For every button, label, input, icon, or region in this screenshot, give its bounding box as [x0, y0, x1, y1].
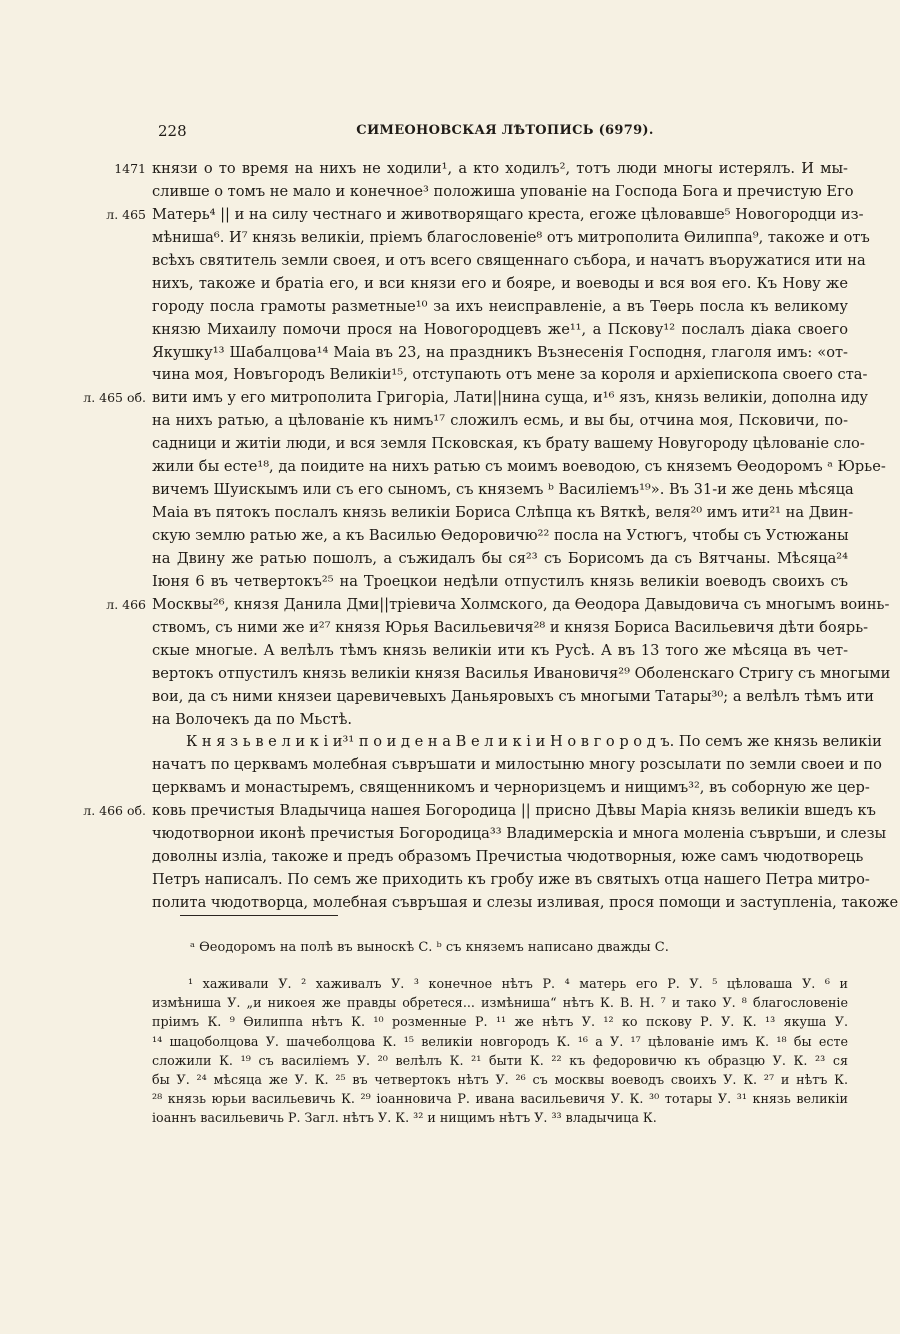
footnote-line — [152, 993, 848, 1012]
text-line-content: мѣниша⁶. И⁷ князь великіи, пріемъ благословеніе⁸ отъ митрополита Ѳилиппа⁹, такоже и отъ — [152, 228, 870, 246]
running-title: СИМЕОНОВСКАЯ ЛѢТОПИСЬ (6979). — [356, 123, 654, 138]
text-line-content: ствомъ, съ ними же и²⁷ князя Юрья Васильевичя²⁸ и князя Бориса Васильевичя дѣти боярь- — [152, 618, 869, 636]
footnote-line — [152, 1089, 848, 1108]
text-line-content: полита чюдотворца, молебная съвръшая и слезы изливая, прося помощи и заступленіа, такоже — [152, 894, 899, 911]
numbered-footnotes — [152, 974, 848, 1128]
text-line — [152, 410, 848, 433]
text-line-content: вичемъ Шуискымъ или съ его сыномъ, съ княземъ ᵇ Василіемъ¹⁹». Въ 31-и же день мѣсяца — [152, 481, 854, 499]
text-line-content: начатъ по церквамъ молебная съвръшати и милостыню многу розсылати по земли своеи и по — [152, 756, 882, 774]
text-line — [152, 502, 854, 525]
text-line — [152, 846, 864, 869]
text-line — [152, 525, 848, 548]
text-line — [83, 387, 868, 410]
text-line-content: вои, да съ ними князеи царевичевыхъ Даньяровыхъ съ многыми Татары³⁰; а велѣлъ тѣмъ ити — [152, 687, 874, 705]
text-line — [152, 731, 882, 754]
text-line-content: Матерь⁴ || и на силу честнаго и животворящаго креста, егоже цѣловавше⁵ Новогородци из- — [152, 205, 864, 223]
text-line — [152, 456, 886, 479]
text-line-content: Іюня 6 въ четвертокъ²⁵ на Троецкои недѣли отпустилъ князь великіи воеводъ своихъ съ — [152, 572, 848, 590]
text-line-content: садници и житіи люди, и вся земля Псковская, къ брату вашему Новугороду цѣлованіе сло- — [152, 435, 865, 453]
text-line-content: вити имъ у его митрополита Григоріа, Лати||нина суща, и¹⁶ язъ, князь великіи, дополна иду — [152, 389, 868, 407]
text-line-content: на нихъ ратью, а цѣлованіе къ нимъ¹⁷ сложилъ есмь, и вы бы, отчина моя, Псковичи, по- — [152, 412, 848, 430]
text-line — [152, 273, 848, 296]
footnote-line-content: ²⁸ князь юрьи васильевичь К. ²⁹ іоанновича Р. ивана васильевичя У. К. ³⁰ тотары У. ³¹ князь великіи — [152, 1091, 848, 1107]
footnote-line-content: ¹ хаживали У. ² хаживалъ У. ³ конечное нѣтъ Р. ⁴ матерь его Р. У. ⁵ цѣловаша У. ⁶ и — [188, 976, 848, 991]
text-line-content: жили бы есте¹⁸, да поидите на нихъ ратью съ моимъ воеводою, съ княземъ Ѳеодоромъ ᵃ Юрье- — [152, 458, 886, 476]
page-header — [158, 122, 852, 142]
letter-footnotes: ᵃ Ѳеодоромъ на полѣ въ выноскѣ С. ᵇ съ княземъ написано дважды С. — [190, 940, 669, 955]
footnote-line-content: ¹⁴ шацоболцова У. шачеболцова К. ¹⁵ великіи новгородъ К. ¹⁶ а У. ¹⁷ цѣлованіе имъ К. ¹⁸ бы есте — [152, 1033, 848, 1049]
text-line — [152, 548, 848, 571]
text-line — [152, 227, 870, 250]
text-line — [152, 342, 848, 365]
text-line-content: скую землю ратью же, а къ Василью Ѳедоровичю²² посла на Устюгъ, чтобы съ Устюжаны — [152, 527, 849, 544]
text-line-content: Маіа въ пятокъ послалъ князь великіи Бориса Слѣпца къ Вяткѣ, веля²⁰ имъ ити²¹ на Двин- — [152, 504, 854, 522]
text-line — [152, 823, 887, 846]
text-line — [152, 296, 848, 319]
text-line-content: слившe о томъ не мало и конечное³ положиша упованіе на Господа Бога и пречистую Его — [152, 182, 854, 200]
text-line-content: Москвы²⁶, князя Данила Дми||тріевича Холмского, да Ѳеодора Давыдовича съ многымъ воинь- — [152, 595, 890, 613]
footnote-line — [152, 1012, 848, 1031]
text-line — [114, 158, 848, 181]
text-line — [152, 571, 848, 594]
text-line-content: церквамъ и монастыремъ, священникомъ и черноризцемъ и нищимъ³², въ соборную же цер- — [152, 779, 870, 797]
text-line-content: скые многые. А велѣлъ тѣмъ князь великіи ити къ Русѣ. А въ 13 того же мѣсяца въ чет- — [152, 641, 848, 659]
margin-note: л. 465 об. — [83, 390, 146, 406]
footnote-line-content: пріимъ К. ⁹ Ѳилиппа нѣтъ К. ¹⁰ розменные Р. ¹¹ же нѣтъ У. ¹² ко пскову Р. У. К. ¹³ якуша У. — [152, 1014, 848, 1030]
text-line — [152, 892, 899, 915]
margin-note: л. 465 — [106, 206, 146, 222]
text-line — [152, 777, 870, 800]
text-line-content: ковь пречистыя Владычица нашея Богородица || присно Дѣвы Маріа князь великіи вшедъ къ — [152, 802, 876, 820]
text-line-content: Якушку¹³ Шабалцова¹⁴ Маіа въ 23, на праздникъ Възнесенія Господня, глаголя имъ: «от- — [152, 343, 848, 361]
text-line — [152, 250, 866, 273]
text-line-content: городу посла грамоты разметные¹⁰ за ихъ неисправленіе, а въ Тѳерь посла къ великому — [152, 297, 848, 315]
text-line-content: нихъ, такоже и братіа его, и вси князи его и бояре, и воеводы и вся воя его. Къ Нову же — [152, 274, 848, 292]
text-line — [152, 364, 868, 387]
text-line-content: князю Михаилу помочи прося на Новогородцевъ же¹¹, а Пскову¹² послалъ діака своего — [152, 320, 848, 338]
footnote-line — [152, 1108, 848, 1127]
page-number: 228 — [158, 122, 187, 140]
text-line-content: чина моя, Новъгородъ Великіи¹⁵, отступають отъ мене за короля и архіепископа своего ста- — [152, 366, 868, 384]
text-line-content: князи о то время на нихъ не ходили¹, а кто ходилъ², тотъ люди многы истерялъ. И мы- — [152, 160, 848, 177]
text-line-content: на Волочекъ да по Мьстѣ. — [152, 710, 353, 728]
text-line — [152, 181, 854, 204]
text-line — [152, 479, 854, 502]
text-line-content: вертокъ отпустилъ князь великіи князя Василья Ивановичя²⁹ Оболенскаго Стригу съ многыми — [152, 664, 891, 682]
text-line — [152, 433, 865, 456]
footnote-line-content: сложили К. ¹⁹ съ василіемъ У. ²⁰ велѣлъ К. ²¹ быти К. ²² къ федоровичю къ образцю У. К. ²³ ся — [152, 1052, 848, 1068]
footnote-line-content: іоаннъ васильевичь Р. Загл. нѣтъ У. К. ³² и нищимъ нѣтъ У. ³³ владычица К. — [152, 1110, 657, 1126]
text-line — [152, 709, 848, 732]
text-line-content: Петръ написалъ. По семъ же приходить къ гробу иже въ святыхъ отца нашего Петра митро- — [152, 871, 870, 889]
text-line — [83, 800, 876, 823]
footnote-line-content: бы У. ²⁴ мѣсяца же У. К. ²⁵ въ четвертокъ нѣтъ У. ²⁶ съ москвы воеводъ своихъ У. К. ²⁷ и нѣтъ К. — [152, 1071, 848, 1087]
text-line — [152, 640, 848, 663]
text-line-content: чюдотворнои иконѣ пречистыя Богородица³³ Владимерскіа и многа моленіа съвръши, и слезы — [152, 825, 887, 843]
text-line — [106, 204, 864, 227]
text-line — [152, 319, 848, 342]
margin-note: л. 466 — [106, 596, 146, 612]
footnote-line — [152, 974, 848, 993]
margin-note: 1471 — [114, 161, 146, 176]
footnote-line-content: измѣниша У. „и никоея же правды обретеся... измѣниша“ нѣтъ К. В. Н. ⁷ и тако У. ⁸ благословеніе — [152, 995, 848, 1011]
margin-note: л. 466 об. — [83, 803, 146, 819]
text-line-content: доволны изліа, такоже и предъ образомъ Пречистыа чюдотворныя, юже самъ чюдотворець — [152, 848, 864, 866]
text-line-content: на Двину же ратью пошолъ, а съжидалъ бы ся²³ съ Борисомъ да съ Вятчаны. Мѣсяца²⁴ — [152, 549, 848, 567]
text-line — [106, 594, 890, 617]
footnote-rule — [180, 915, 338, 916]
text-line — [152, 617, 869, 640]
text-line — [152, 754, 882, 777]
text-line — [152, 869, 870, 892]
chronicle-text — [83, 158, 899, 915]
footnote-line — [152, 1032, 848, 1051]
text-line — [152, 663, 891, 686]
text-line-content: всѣхъ святитель земли своея, и отъ всего священнаго събора, и начатъ въоружатися ити на — [152, 251, 866, 269]
footnote-line — [152, 1051, 848, 1070]
footnote-line — [152, 1070, 848, 1089]
text-line-content: К н я з ь в е л и к і и³¹ п о и д е н а В е л и к і и Н о в г о р о д ъ. По семъ же князь великіи — [186, 733, 882, 751]
text-line — [152, 686, 874, 709]
